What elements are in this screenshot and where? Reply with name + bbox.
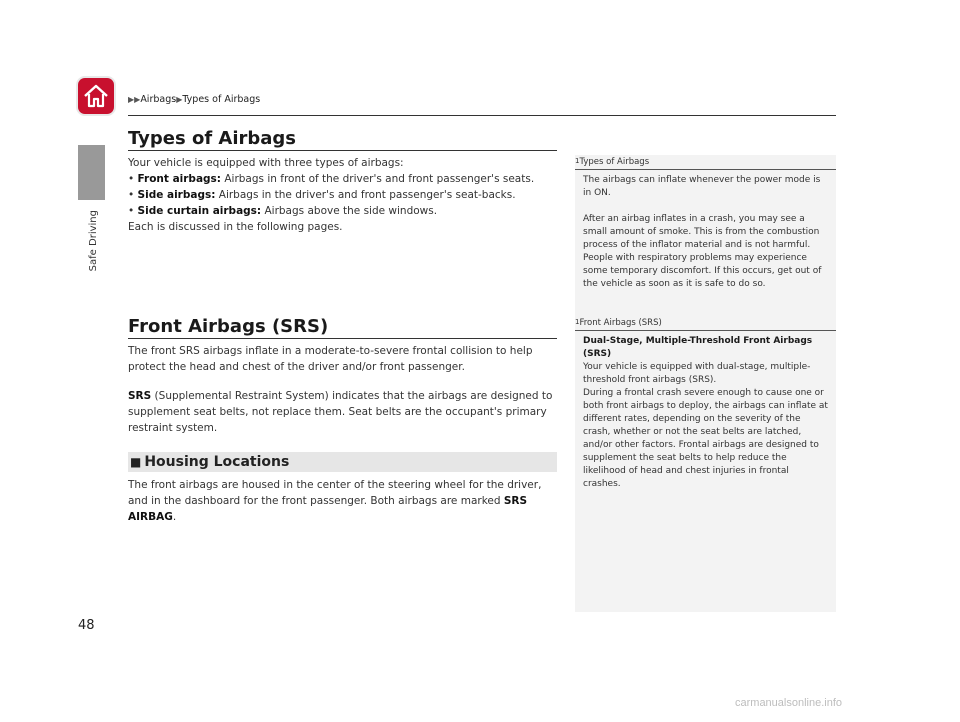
- note-rule: [575, 330, 836, 331]
- note-title-text: Front Airbags (SRS): [579, 318, 662, 328]
- page-number: 48: [78, 618, 95, 633]
- note-ref-number: 1: [575, 157, 580, 165]
- breadcrumb: [128, 94, 260, 105]
- triangle-right-icon: ▶: [176, 95, 183, 104]
- section-title-front: Front Airbags (SRS): [128, 316, 329, 337]
- note-paragraph: The airbags can inflate whenever the power mode is in ON.: [583, 175, 821, 198]
- list-item-text: Airbags in front of the driver's and front passenger's seats.: [221, 173, 535, 185]
- chapter-tab[interactable]: [78, 145, 105, 200]
- subhead-housing: [128, 452, 557, 472]
- list-item: • Side airbags: Airbags in the driver's and front passenger's seat-backs.: [128, 189, 516, 201]
- housing-para-end: .: [172, 511, 177, 523]
- triangle-right-icon: ▶▶: [128, 95, 141, 104]
- chapter-label: Safe Driving: [88, 210, 99, 272]
- note-types-body: [583, 174, 828, 291]
- housing-para-text: The front airbags are housed in the center of the steering wheel for the driver, and in the dashboard for the front passenger. Both airbags are marked: [128, 479, 542, 507]
- home-button[interactable]: [78, 78, 114, 114]
- note-front-body: [583, 335, 828, 491]
- types-intro: Your vehicle is equipped with three types of airbags:: [128, 157, 404, 169]
- list-item-text: Airbags in the driver's and front passenger's seat-backs.: [215, 189, 516, 201]
- home-icon: [83, 84, 109, 108]
- breadcrumb-item-types[interactable]: Types of Airbags: [182, 94, 261, 105]
- black-square-icon: ■: [130, 455, 142, 469]
- srs-airbag-term: SRS AIRBAG: [128, 495, 528, 523]
- note-rule: [575, 169, 836, 170]
- list-item-label: Side curtain airbags:: [137, 205, 262, 217]
- note-ref-number: 1: [575, 318, 580, 326]
- housing-para: [128, 477, 560, 525]
- list-item-label: Side airbags:: [137, 189, 216, 201]
- note-paragraph: During a frontal crash severe enough to cause one or both front airbags to deploy, the airbags can inflate at different rates, depending on the severity of the crash, whether or not the seat belts are latched, and/or other factors. Frontal airbags are designed to supplement the seat belts to help reduce the likelihood of head and chest injuries in frontal crashes.: [583, 388, 828, 489]
- srs-term: SRS: [128, 390, 152, 402]
- note-paragraph: Your vehicle is equipped with dual-stage, multiple-threshold front airbags (SRS).: [583, 362, 811, 385]
- note-heading: Dual-Stage, Multiple-Threshold Front Airbags (SRS): [583, 336, 813, 359]
- note-title-types: [575, 157, 649, 167]
- list-item: • Side curtain airbags: Airbags above the side windows.: [128, 205, 438, 217]
- front-para-2-text: (Supplemental Restraint System) indicates that the airbags are designed to supplement seat belts, not replace them. Seat belts are the occupant's primary restraint system.: [128, 390, 553, 434]
- section-title-rule: [128, 338, 557, 339]
- list-item-label: Front airbags:: [137, 173, 222, 185]
- section-title-types: Types of Airbags: [128, 128, 297, 149]
- note-paragraph: After an airbag inflates in a crash, you may see a small amount of smoke. This is from the combustion process of the inflator material and is not harmful. People with respiratory problems may experience some temporary discomfort. If this occurs, get out of the vehicle as soon as it is safe to do so.: [583, 214, 822, 289]
- front-para-2: [128, 388, 560, 436]
- types-body: [128, 155, 558, 235]
- breadcrumb-item-airbags[interactable]: Airbags: [140, 94, 177, 105]
- subhead-housing-label: Housing Locations: [144, 454, 290, 470]
- watermark: carmanualsonline.info: [735, 697, 843, 709]
- header-divider: [128, 115, 836, 116]
- types-outro: Each is discussed in the following pages.: [128, 221, 343, 233]
- section-title-rule: [128, 150, 557, 151]
- list-item-text: Airbags above the side windows.: [261, 205, 438, 217]
- front-para-1: The front SRS airbags inflate in a moderate-to-severe frontal collision to help protect the head and chest of the driver and/or front passenger.: [128, 345, 533, 373]
- note-title-text: Types of Airbags: [579, 157, 650, 167]
- note-title-front: [575, 318, 662, 328]
- list-item: • Front airbags: Airbags in front of the driver's and front passenger's seats.: [128, 173, 535, 185]
